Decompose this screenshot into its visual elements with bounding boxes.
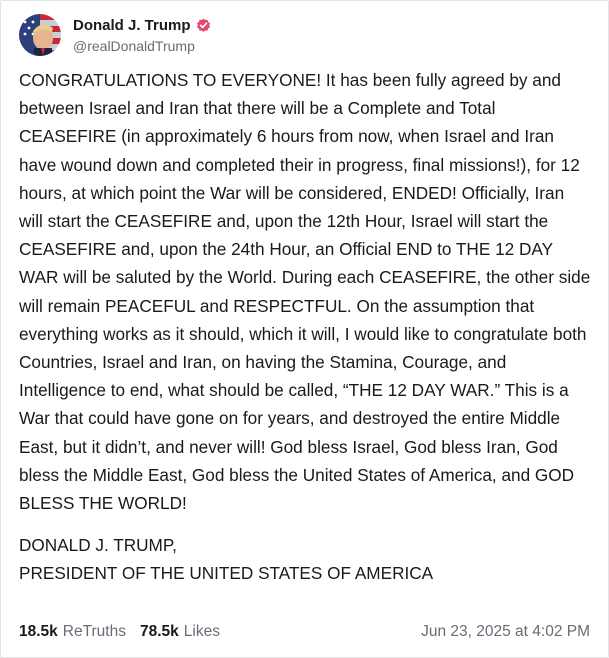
likes-label: Likes [183,623,220,640]
retruths-label: ReTruths [62,623,126,640]
name-row [73,14,211,36]
signature-line-1: DONALD J. TRUMP, [19,535,177,556]
avatar[interactable] [19,14,61,56]
author-names [73,14,211,56]
likes-count: 78.5k [139,623,179,640]
post-paragraph: CONGRATULATIONS TO EVERYONE! It has been fully agreed by and between Israel and Iran that there will be a Complete and Total CEASEFIRE (in approximately 6 hours from now, when Israel and Iran have wound down and completed their in progress, final missions!), for 12 hours, at which point the War will be considered, ENDED! Officially, Iran will start the CEASEFIRE and, upon the 12th Hour, Israel will start the CEASEFIRE and, upon the 24th Hour, an Official END to THE 12 DAY WAR will be saluted by the World. During each CEASEFIRE, the other side will remain PEACEFUL and RESPECTFUL. On the assumption that everything works as it should, which it will, I would like to congratulate both Countries, Israel and Iran, on having the Stamina, Courage, and Intelligence to end, what should be called, “THE 12 DAY WAR.” This is a War that could have gone on for years, and destroyed the entire Middle East, but it didn’t, and never will! God bless Israel, God bless Iran, God bless the Middle East, God bless the United States of America, and GOD BLESS THE WORLD! [19,70,591,514]
likes-stat[interactable] [140,623,220,641]
post-timestamp[interactable]: Jun 23, 2025 at 4:02 PM [421,623,590,640]
avatar-image [19,14,61,56]
author-display-name[interactable]: Donald J. Trump [73,16,191,34]
post-body [19,66,591,588]
verified-badge-icon [196,18,211,33]
signature-line-2: PRESIDENT OF THE UNITED STATES OF AMERICA [19,563,434,584]
retruths-count: 18.5k [19,623,58,640]
post-footer [19,621,590,643]
post-header [19,13,590,57]
retruths-stat[interactable] [19,623,126,641]
author-handle[interactable]: @realDonaldTrump [73,38,195,54]
